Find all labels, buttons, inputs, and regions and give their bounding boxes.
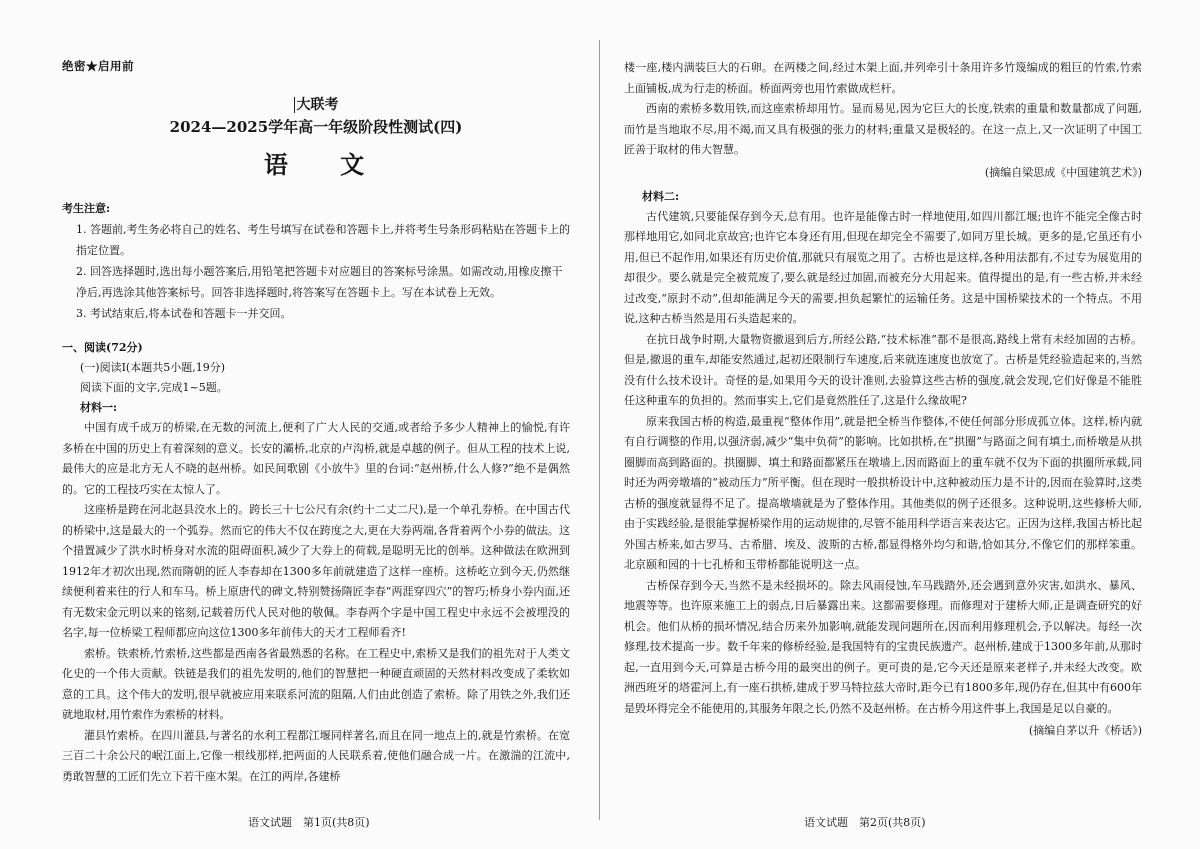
notice-title: 考生注意: [62,202,111,215]
paragraph: 索桥。铁索桥,竹索桥,这些都是西南各省最熟悉的名称。在工程史中,索桥又是我们的祖先对于人类文化史的一个伟大贡献。铁链是我们的祖先发明的,他们的智慧把一种硬直顽固的天然材料改变成了柔软如意的工具。这个伟大的发明,很早就被应用来联系河流的阻隔,人们由此创造了索桥。除了用铁之外,我们还就地取材,用竹索作为索桥的材料。 [62,646,570,721]
notice-item: 2. 回答选择题时,选出每小题答案后,用铅笔把答题卡对应题目的答案标号涂黑。如需改动,用橡皮擦干净后,再选涂其他答案标号。回答非选择题时,将答案写在答题卡上。写在本试卷上无效。 [76,265,563,299]
page-footer-right: 语文试题 第2页(共8页) [804,816,926,829]
material-label: 材料一: [80,401,118,414]
paragraph: 原来我国古桥的构造,最重视“整体作用”,就是把全桥当作整体,不使任何部分形成孤立体。这样,桥内就有自行调整的作用,以强济弱,减少“集中负荷”的影响。比如拱桥,在“拱圈”与路面之间有填土,而桥墩是从拱圈脚而高到路面的。拱圈脚、填土和路面都紧压在墩墙上,因而路面上的重车就不仅为下面的拱圈所承载,同时还为两旁墩墙的“被动压力”所平衡。但在现时一般拱桥设计中,这种被动压力是不计的,因而在验算时,这类古桥的强度就显得不足了。提高墩墙就是为了整体作用。其他类似的例子还很多。这种说明,这些修桥大师,由于实践经验,是很能掌握桥梁作用的运动规律的,尽管不能用科学语言来表达它。正因为这样,我国古桥比起外国古桥来,如古罗马、古希腊、埃及、波斯的古桥,都显得格外均匀和谐,恰如其分,不像它们的那样笨重。北京颐和园的十七孔桥和玉带桥都能说明这一点。 [624,414,1142,571]
confidential-label: 绝密★启用前 [62,59,134,73]
subsection-title: (一)阅读Ⅰ(本题共5小题,19分) [80,361,226,374]
section-title: 一、阅读(72分) [62,341,143,354]
paragraph: 古代建筑,只要能保存到今天,总有用。也许是能像古时一样地使用,如四川都江堰;也许不能完全像古时那样地用它,如同北京故宫;也许它本身还有用,但现在却完全不需要了,如同万里长城。更多的是,它虽还有小用,但已不起作用,如果还有历史价值,那就只有展览之用了。古桥也是这样,各种用法都有,不过专为展览用的却很少。要么就是完全被荒废了,要么就是经过加固,而被充分大用起来。值得提出的是,有一些古桥,并未经过改变,“原封不动”,但却能满足今天的需要,担负起繁忙的运输任务。这是中国桥梁技术的一个特点。不用说,这种古桥当然是用石头造起来的。 [624,209,1142,325]
instruction: 阅读下面的文字,完成1~5题。 [80,381,228,394]
page-2 [602,0,1200,849]
paragraph-continuation: 楼一座,楼内满装巨大的石卵。在两楼之间,经过木架上面,并列牵引十条用许多竹篾编成的粗巨的竹索,竹索上面铺板,成为行走的桥面。桥面两旁也用竹索做成栏杆。 [624,61,1142,95]
page-footer-left: 语文试题 第1页(共8页) [248,816,370,829]
source-citation: (摘编自茅以升《桥话》) [1028,724,1142,737]
notice-item: 3. 考试结束后,将本试卷和答题卡一并交回。 [76,307,292,320]
page-1 [0,0,598,849]
subject-title: 语 文 [263,150,387,179]
paragraph: 在抗日战争时期,大量物资撤退到后方,所经公路,“技术标准”都不是很高,路线上常有未经加固的古桥。但是,撤退的重车,却能安然通过,起初还限制行车速度,后来就连速度也放宽了。古桥是凭经验造起来的,当然没有什么技术设计。奇怪的是,如果用今天的设计准则,去验算这些古桥的强度,就会发现,它们好像是不能胜任这种重车的负担的。然而事实上,它们是竟然胜任了,这是什么缘故呢? [624,332,1142,407]
paragraph: 灌县竹索桥。在四川灌县,与著名的水利工程都江堰同样著名,而且在同一地点上的,就是竹索桥。在宽三百二十余公尺的岷江面上,它像一根线那样,把两面的人民联系着,使他们融合成一片。在激湍的江流中,勇敢智慧的工匠们先立下若干座木架。在江的两岸,各建桥 [62,728,570,783]
source-citation: (摘编自梁思成《中国建筑艺术》) [984,165,1142,179]
paragraph: 中国有成千成万的桥梁,在无数的河流上,便利了广大人民的交通,或者给予多少人精神上的愉悦,有许多桥在中国的历史上有着深刻的意义。长安的灞桥,北京的卢沟桥,就是卓越的例子。但从工程的技术上说,最伟大的应是北方无人不晓的赵州桥。如民间歌剧《小放牛》里的台词:“赵州桥,什么人修?”绝不是偶然的。它的工程技巧实在太惊人了。 [62,421,570,496]
paragraph: 这座桥是跨在河北赵县洨水上的。跨长三十七公尺有余(约十二丈二尺),是一个单孔券桥。在中国古代的桥梁中,这是最大的一个弧券。然而它的伟大不仅在跨度之大,更在大券两端,各背着两个小券的做法。这个措置减少了洪水时桥身对水流的阻碍面积,减少了大券上的荷载,是聪明无比的创举。这种做法在欧洲到1912年才初次出现,然而隋朝的匠人李春却在1300多年前就建造了这样一座桥。这桥屹立到今天,仍然继续便利着来往的行人和车马。桥上原唐代的碑文,特别赞扬隋匠李春“两涯穿四穴”的智巧;桥身小券内面,还有无数宋金元明以来的铭刻,记载着历代人民对他的敬佩。李春两个字是中国工程史中永远不会被埋没的名字,每一位桥梁工程师都应向这位1300多年前伟大的天才工程师看齐! [62,503,570,639]
material-label: 材料二: [642,189,680,203]
paragraph: 西南的索桥多数用铁,而这座索桥却用竹。显而易见,因为它巨大的长度,铁索的重量和数量都成了问题,而竹是当地取不尽,用不竭,而又具有极强的张力的材料;重量又是极轻的。在这一点上,又一次证明了中国工匠善于取材的伟大智慧。 [624,102,1142,156]
paragraph: 古桥保存到今天,当然不是未经损坏的。除去风雨侵蚀,车马践踏外,还会遇到意外灾害,如洪水、暴风、地震等等。也许原来施工上的弱点,日后暴露出来。这都需要修理。而修理对于建桥大师,正是调查研究的好机会。他们从桥的损坏情况,结合历来外加影响,就能发现问题所在,因而利用修理机会,予以解决。每经一次修理,技术提高一步。数千年来的修桥经验,是我国特有的宝贵民族遗产。赵州桥,建成于1300多年前,从那时起,一直用到今天,可算是古桥今用的最突出的例子。更可贵的是,它今天还是原来老样子,并未经大改变。欧洲西班牙的塔霍河上,有一座石拱桥,建成于罗马特拉兹大帝时,距今已有1800多年,现仍存在,但其中有600年是毁坏得完全不能使用的,其服务年限之长,仍然不及赵州桥。在古桥今用这件事上,我国是足以自豪的。 [624,578,1142,715]
exam-org [62,94,570,114]
exam-title: 2024—2025学年高一年级阶段性测试(四) [169,118,463,136]
notice-item: 1. 答题前,考生务必将自己的姓名、考生号填写在试卷和答题卡上,并将考生号条形码粘贴在答题卡上的指定位置。 [76,223,570,257]
exam-org-text: 大联考 [294,97,339,113]
page-divider [599,40,600,820]
